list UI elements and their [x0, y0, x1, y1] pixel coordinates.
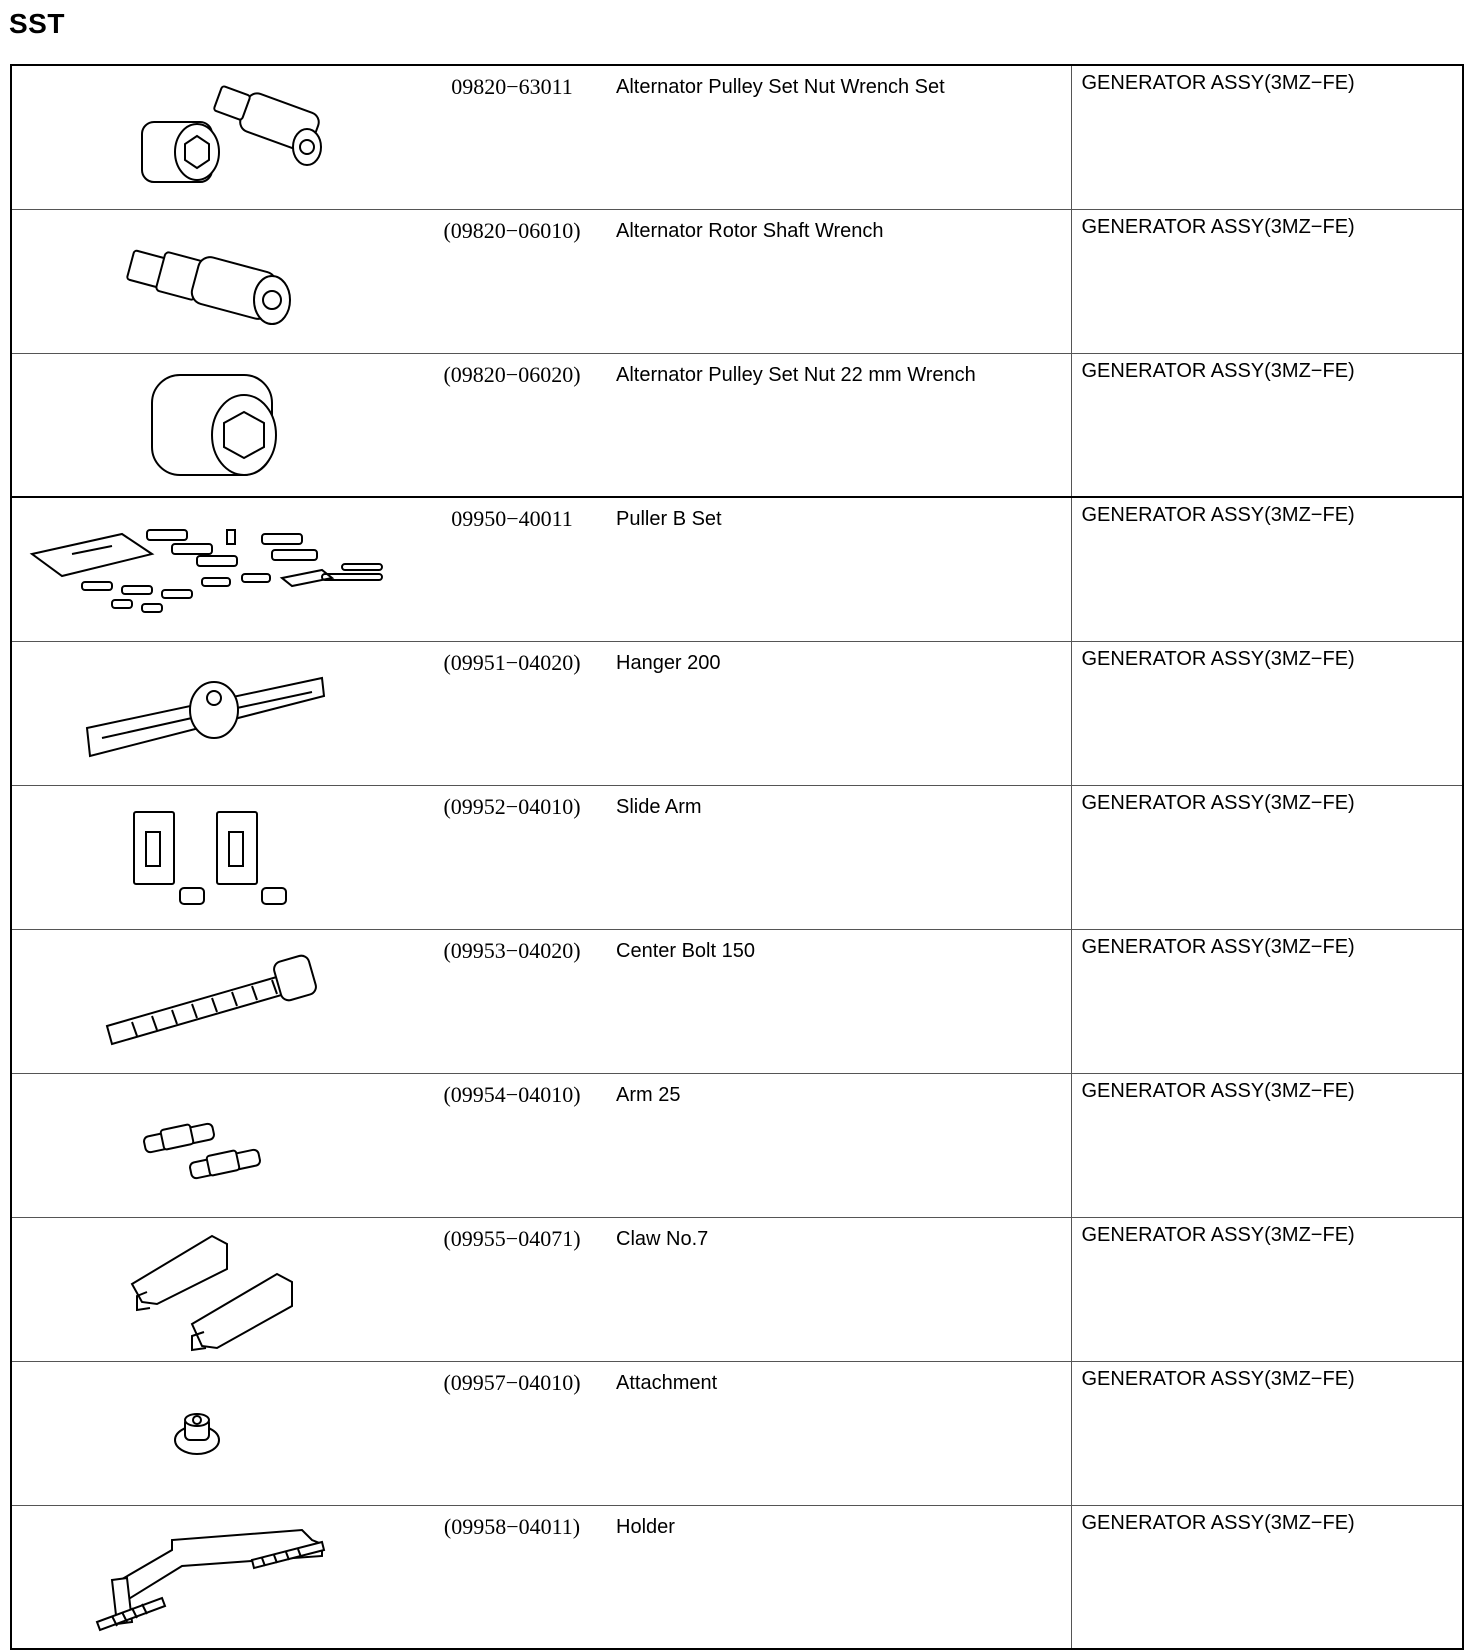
application-note: GENERATOR ASSY(3MZ−FE)	[1071, 641, 1463, 785]
page-title: SST	[9, 8, 65, 39]
tool-name: Center Bolt 150	[616, 939, 755, 962]
part-number: (09953−04020)	[443, 937, 581, 963]
application-note: GENERATOR ASSY(3MZ−FE)	[1071, 209, 1463, 353]
puller-set-icon	[22, 504, 402, 636]
part-number: (09820−06020)	[443, 361, 581, 387]
part-number: 09820−63011	[451, 74, 573, 99]
table-row	[11, 1361, 1463, 1505]
tool-name: Hanger 200	[616, 651, 721, 674]
holder-icon	[22, 1512, 402, 1644]
application-note: GENERATOR ASSY(3MZ−FE)	[1071, 497, 1463, 641]
tool-name: Alternator Pulley Set Nut Wrench Set	[616, 76, 945, 98]
tool-name: Alternator Rotor Shaft Wrench	[616, 219, 884, 242]
table-row	[11, 1217, 1463, 1361]
part-number: 09950−40011	[451, 506, 573, 531]
part-number: (09958−04011)	[443, 1513, 581, 1539]
tool-name: Slide Arm	[616, 795, 702, 818]
application-note: GENERATOR ASSY(3MZ−FE)	[1071, 929, 1463, 1073]
application-note: GENERATOR ASSY(3MZ−FE)	[1071, 1505, 1463, 1649]
table-row	[11, 209, 1463, 353]
pulley-set-nut-wrench-set-icon	[22, 72, 402, 204]
part-number: (09954−04010)	[443, 1081, 581, 1107]
application-note: GENERATOR ASSY(3MZ−FE)	[1071, 1073, 1463, 1217]
hanger-icon	[22, 648, 402, 780]
table-row	[11, 1505, 1463, 1649]
attachment-icon	[22, 1368, 402, 1500]
tool-name: Claw No.7	[616, 1227, 709, 1250]
pulley-nut-wrench-icon	[22, 360, 402, 492]
rotor-shaft-wrench-icon	[22, 216, 402, 348]
part-number: (09951−04020)	[443, 649, 581, 675]
application-note: GENERATOR ASSY(3MZ−FE)	[1071, 1217, 1463, 1361]
application-note: GENERATOR ASSY(3MZ−FE)	[1071, 353, 1463, 497]
table-row	[11, 65, 1463, 209]
part-number: (09952−04010)	[443, 793, 581, 819]
tool-name: Puller B Set	[616, 508, 722, 530]
tool-name: Holder	[616, 1515, 675, 1538]
tool-name: Alternator Pulley Set Nut 22 mm Wrench	[616, 363, 976, 386]
table-row	[11, 497, 1463, 641]
tool-name: Attachment	[616, 1371, 718, 1394]
center-bolt-icon	[22, 936, 402, 1068]
table-row	[11, 785, 1463, 929]
arm-icon	[22, 1080, 402, 1212]
application-note: GENERATOR ASSY(3MZ−FE)	[1071, 785, 1463, 929]
part-number: (09820−06010)	[443, 217, 581, 243]
table-row	[11, 1073, 1463, 1217]
application-note: GENERATOR ASSY(3MZ−FE)	[1071, 65, 1463, 209]
table-row	[11, 353, 1463, 497]
claw-icon	[22, 1224, 402, 1356]
application-note: GENERATOR ASSY(3MZ−FE)	[1071, 1361, 1463, 1505]
slide-arm-icon	[22, 792, 402, 924]
tool-name: Arm 25	[616, 1083, 681, 1106]
table-row	[11, 641, 1463, 785]
part-number: (09955−04071)	[443, 1225, 581, 1251]
part-number: (09957−04010)	[443, 1369, 581, 1395]
sst-table	[10, 64, 1464, 1650]
table-row	[11, 929, 1463, 1073]
